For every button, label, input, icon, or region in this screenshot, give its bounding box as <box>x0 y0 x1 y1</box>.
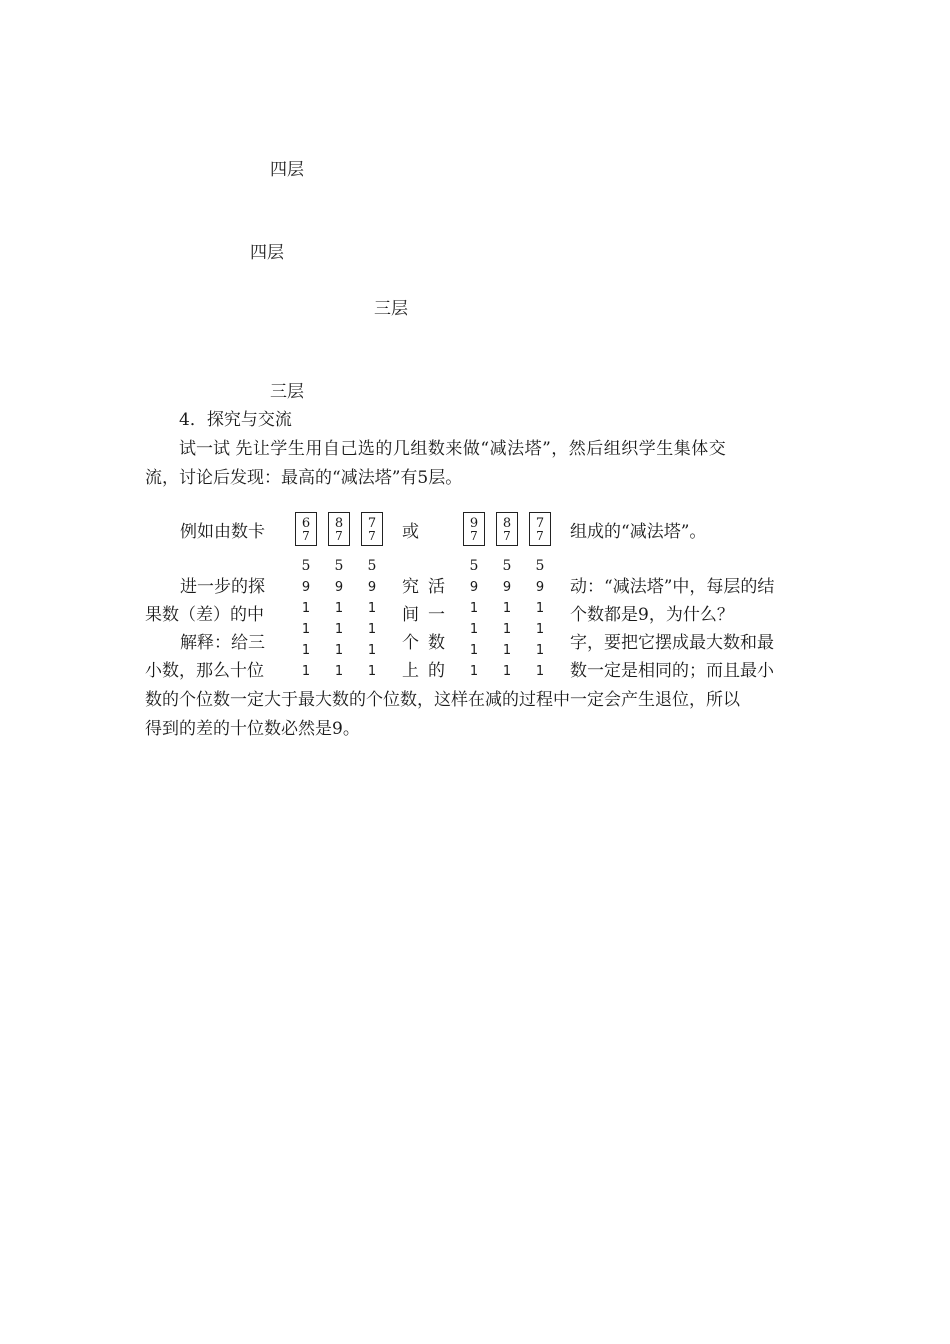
layer-label-2: 四层 <box>250 243 284 263</box>
tower-column: 5 9 1 1 1 1 <box>334 558 344 679</box>
tower-column: 5 9 1 1 1 1 <box>367 558 377 679</box>
layer-label-1: 四层 <box>270 160 304 180</box>
number-card: 8 7 <box>496 512 518 546</box>
para3-line2-mid-a: 上 <box>402 661 419 681</box>
para1-try-label: 试一试 <box>179 439 230 459</box>
para3-line1-mid-a: 个 <box>402 633 419 653</box>
para2-line1-right: 动：“减法塔”中，每层的结 <box>570 577 775 597</box>
layer-label-4: 三层 <box>270 382 304 402</box>
para2-line2-left: 果数（差）的中 <box>145 605 264 625</box>
para2-line2-mid-b: 一 <box>428 605 445 625</box>
para2-line2-right: 个数都是9，为什么？ <box>570 605 734 625</box>
para2-line1-mid-b: 活 <box>428 577 445 597</box>
para3-line3: 数的个位数一定大于最大数的个位数，这样在减的过程中一定会产生退位，所以 <box>145 690 740 710</box>
layer-label-3: 三层 <box>374 299 408 319</box>
para2-line2-mid-a: 间 <box>402 605 419 625</box>
tower-column: 5 9 1 1 1 1 <box>469 558 479 679</box>
number-card: 9 7 <box>463 512 485 546</box>
example-prefix: 例如由数卡 <box>180 522 265 542</box>
number-card: 7 7 <box>529 512 551 546</box>
para3-line1-right: 字，要把它摆成最大数和最 <box>570 633 774 653</box>
number-card: 8 7 <box>328 512 350 546</box>
para3-line4: 得到的差的十位数必然是9。 <box>145 719 360 739</box>
para3-line2-left: 小数，那么十位 <box>145 661 264 681</box>
para2-line1-mid-a: 究 <box>402 577 419 597</box>
example-suffix: 组成的“减法塔”。 <box>570 522 707 542</box>
para3-line1-left: 解释：给三 <box>180 633 265 653</box>
example-or: 或 <box>402 522 419 542</box>
para3-line1-mid-b: 数 <box>428 633 445 653</box>
number-card: 6 7 <box>295 512 317 546</box>
para1-line1 <box>145 434 810 459</box>
tower-column: 5 9 1 1 1 1 <box>301 558 311 679</box>
section-heading: 4．探究与交流 <box>179 410 292 430</box>
para2-line1-left: 进一步的探 <box>180 577 265 597</box>
number-card: 7 7 <box>361 512 383 546</box>
para3-line2-right: 数一定是相同的；而且最小 <box>570 661 774 681</box>
tower-column: 5 9 1 1 1 1 <box>535 558 545 679</box>
para3-line2-mid-b: 的 <box>428 661 445 681</box>
para1-line1-text: 先让学生用自己选的几组数来做“减法塔”，然后组织学生集体交 <box>235 439 727 459</box>
tower-column: 5 9 1 1 1 1 <box>502 558 512 679</box>
para1-line2: 流，讨论后发现：最高的“减法塔”有5层。 <box>145 468 463 488</box>
